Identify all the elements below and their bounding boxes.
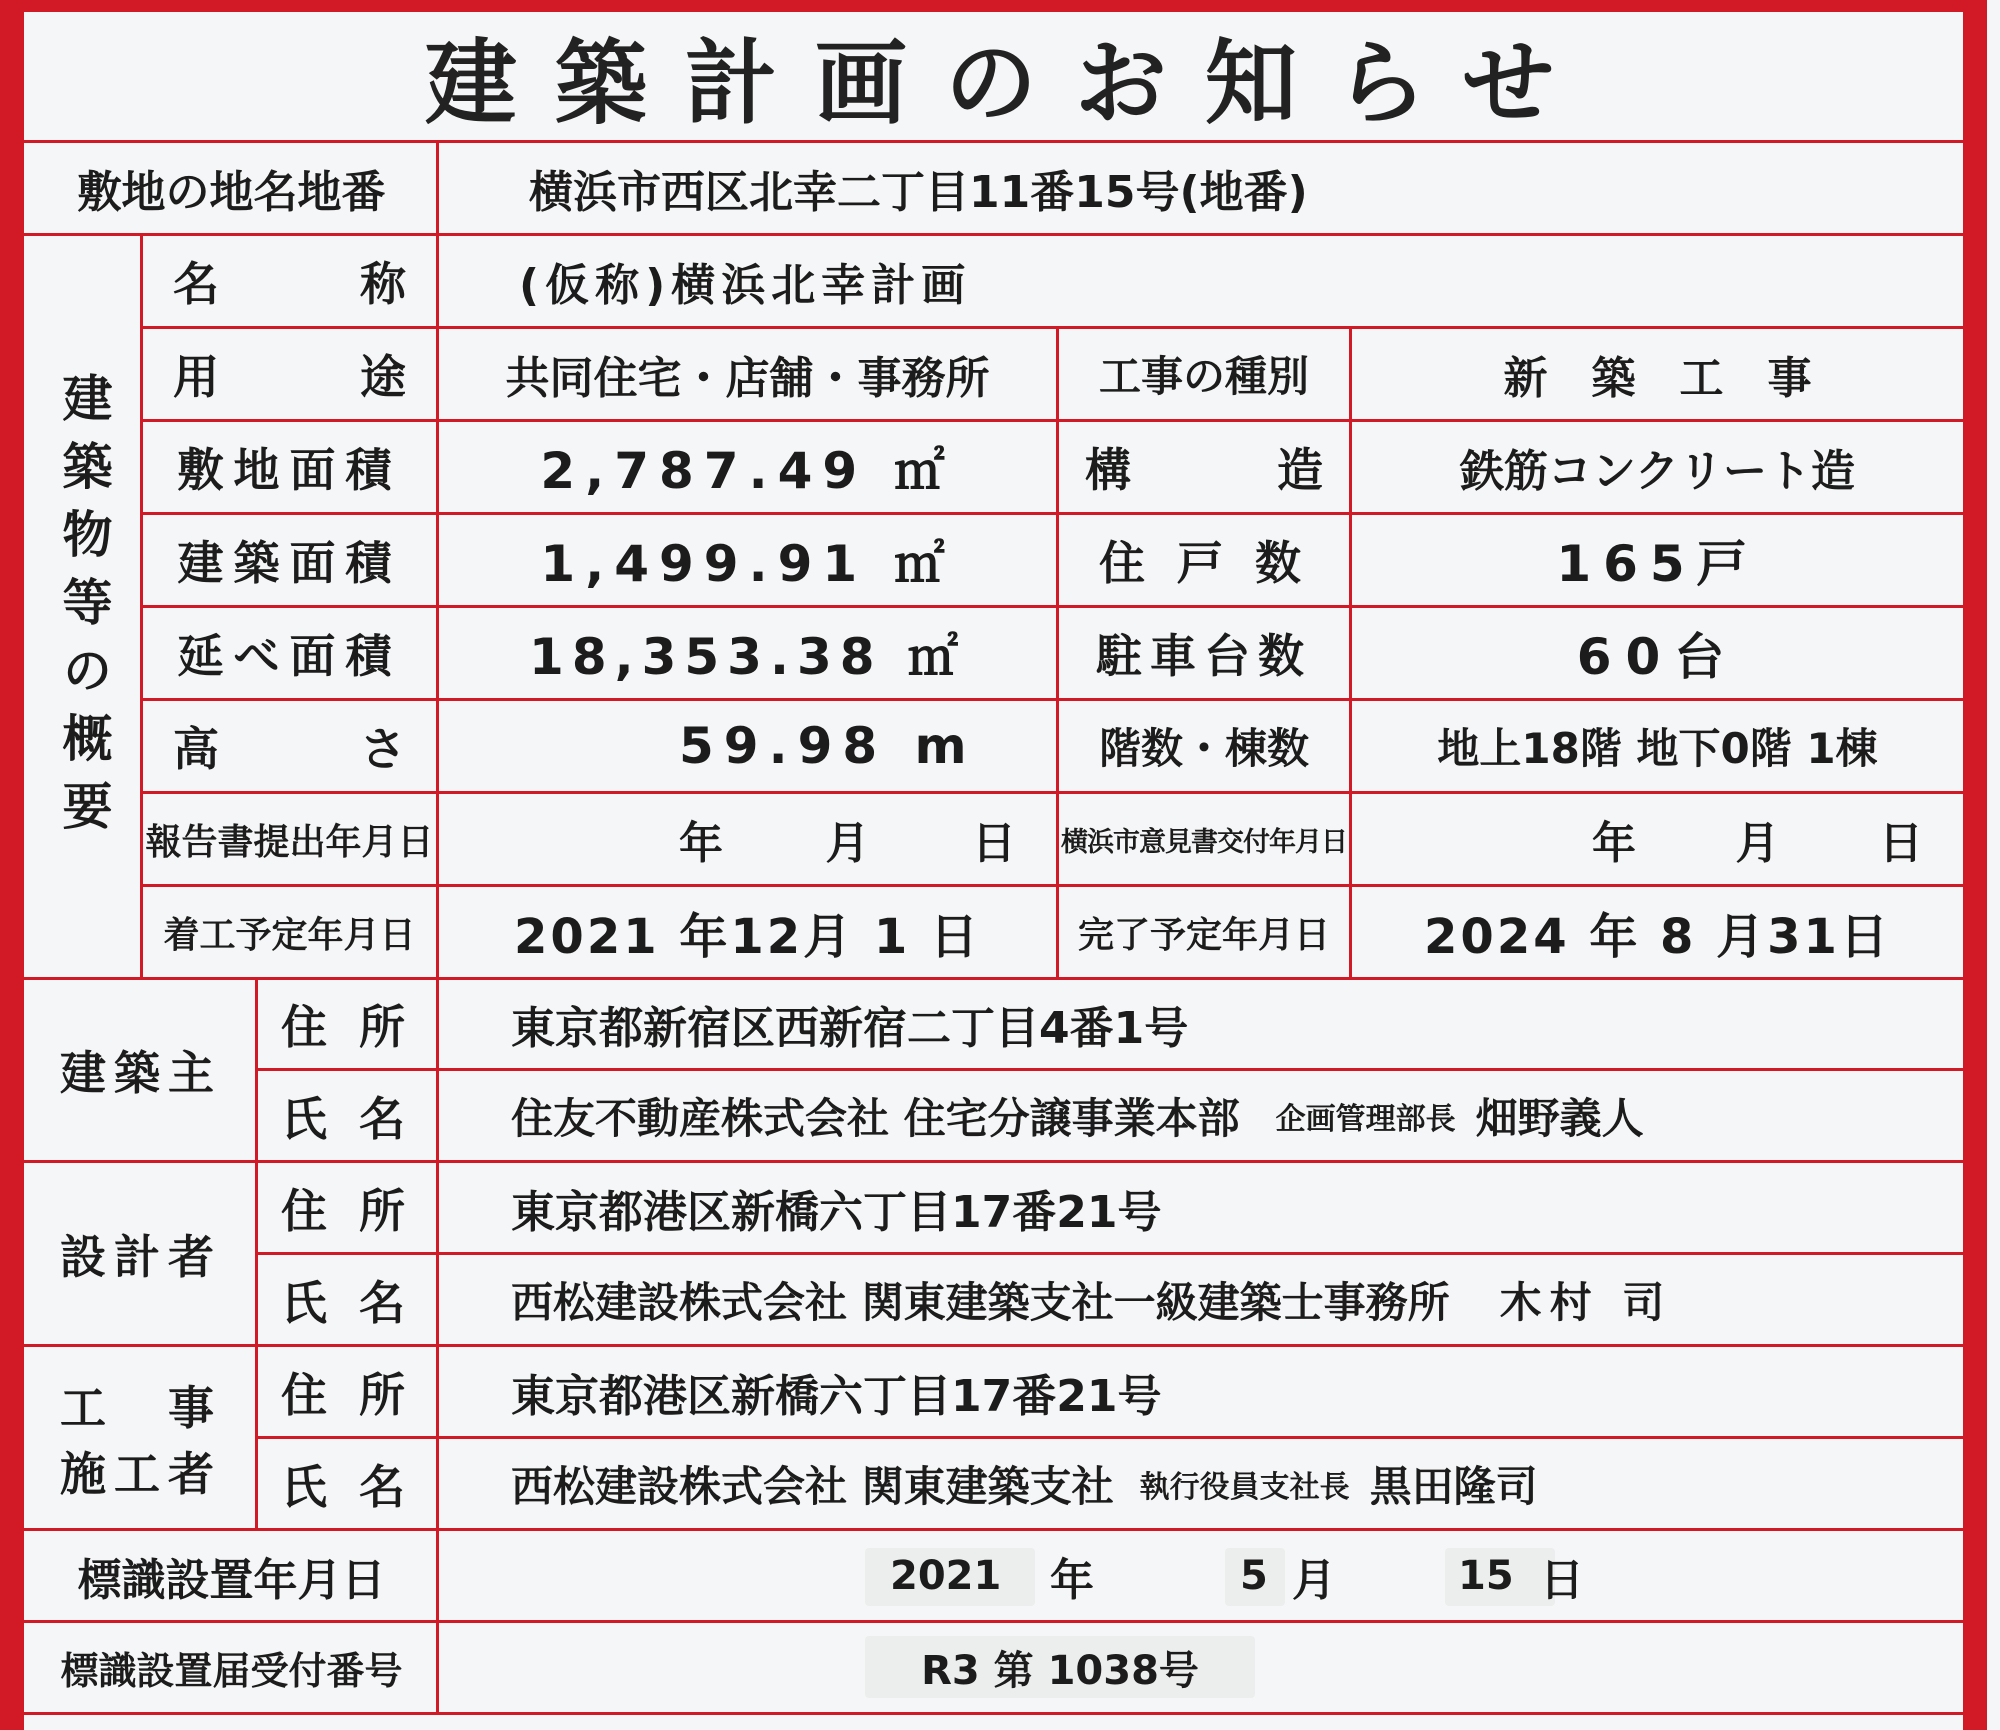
site-area-value: 2,787.49 ㎡	[540, 442, 955, 500]
contractor-address-value: 東京都港区新橋六丁目17番21号	[511, 1370, 1162, 1422]
start-date-label: 着工予定年月日	[163, 914, 416, 956]
owner-address-label: 住 所	[280, 1000, 413, 1054]
use-label-a: 用	[173, 350, 219, 404]
site-area-label: 敷地面積	[177, 443, 402, 497]
units-label: 住 戸 数	[1098, 536, 1310, 590]
report-date-value	[439, 794, 1056, 884]
sign-day-unit: 日	[1540, 1554, 1584, 1606]
sign-date-label: 標識設置年月日	[77, 1554, 386, 1606]
building-area-value: 1,499.91 ㎡	[540, 535, 955, 593]
contractor-company: 西松建設株式会社 関東建築支社	[511, 1461, 1114, 1511]
floor-area-label: 延べ面積	[177, 629, 402, 683]
sign-month-unit: 月	[1292, 1554, 1336, 1606]
contractor-name-value	[439, 1439, 1963, 1528]
designer-address-label: 住 所	[280, 1183, 413, 1238]
sign-year-unit: 年	[1050, 1554, 1094, 1606]
owner-title: 企画管理部長	[1275, 1101, 1456, 1137]
sign-number-label: 標識設置届受付番号	[60, 1649, 403, 1693]
report-date-day-unit: 日	[972, 818, 1016, 869]
sign-day: 15	[1458, 1552, 1514, 1599]
parking-value: 60台	[1576, 628, 1739, 686]
floors-value: 地上18階 地下0階 1棟	[1437, 724, 1878, 773]
contractor-group-label-2: 施工者	[60, 1446, 222, 1501]
designer-person: 木村 司	[1499, 1277, 1673, 1327]
opinion-date-year-unit: 年	[1592, 818, 1636, 869]
report-date-month-unit: 月	[825, 818, 870, 869]
opinion-date-label: 横浜市意見書交付年月日	[1061, 826, 1347, 858]
opinion-date-day-unit: 日	[1879, 818, 1923, 869]
owner-name-label: 氏 名	[280, 1091, 413, 1146]
use-label	[143, 329, 436, 419]
contractor-name-label: 氏 名	[280, 1459, 413, 1514]
contractor-group-label-1: 工 事	[60, 1380, 222, 1435]
work-type-value: 新 築 工 事	[1503, 353, 1812, 404]
sign-month: 5	[1240, 1552, 1268, 1599]
sign-year: 2021	[890, 1552, 1002, 1599]
contractor-person: 黒田隆司	[1369, 1461, 1538, 1511]
board-title: 建築計画のお知らせ	[424, 30, 1593, 137]
owner-address-value: 東京都新宿区西新宿二丁目4番1号	[511, 1003, 1189, 1054]
designer-name-value	[439, 1255, 1963, 1344]
floor-area-value: 18,353.38 ㎡	[529, 628, 966, 686]
structure-value: 鉄筋コンクリート造	[1459, 446, 1856, 497]
building-area-label: 建築面積	[177, 536, 402, 590]
site-address-value: 横浜市西区北幸二丁目11番15号(地番)	[529, 167, 1308, 218]
floors-label: 階数・棟数	[1098, 724, 1309, 773]
site-address-label: 敷地の地名地番	[77, 167, 386, 218]
building-name-value: (仮称)横浜北幸計画	[519, 260, 972, 311]
owner-person: 畑野義人	[1475, 1093, 1644, 1143]
name-label-b: 称	[360, 257, 406, 311]
height-label-b: さ	[360, 722, 406, 776]
structure-label	[1059, 422, 1349, 512]
report-date-label: 報告書提出年月日	[145, 821, 434, 863]
name-label	[143, 236, 436, 326]
owner-name-value	[439, 1071, 1963, 1160]
designer-name-label: 氏 名	[280, 1275, 413, 1330]
structure-label-b: 造	[1277, 443, 1323, 497]
height-label-a: 高	[173, 722, 219, 776]
work-type-label: 工事の種別	[1098, 352, 1309, 401]
report-date-year-unit: 年	[679, 818, 723, 869]
designer-company: 西松建設株式会社 関東建築支社一級建築士事務所	[511, 1277, 1450, 1327]
end-date-label: 完了予定年月日	[1077, 914, 1330, 956]
opinion-date-value	[1352, 794, 1963, 884]
owner-group-label: 建築主	[60, 1046, 222, 1100]
height-value: 59.98 m	[679, 717, 977, 775]
contractor-title: 執行役員支社長	[1139, 1469, 1350, 1505]
parking-label: 駐車台数	[1096, 629, 1312, 683]
building-overview-label: 建築物等の概要	[54, 372, 113, 848]
sign-number-value: R3 第 1038号	[921, 1648, 1199, 1694]
use-value: 共同住宅・店舗・事務所	[505, 353, 990, 404]
structure-label-a: 構	[1085, 443, 1131, 497]
units-value: 165戸	[1556, 535, 1759, 593]
owner-company: 住友不動産株式会社 住宅分譲事業本部	[511, 1093, 1240, 1143]
designer-address-value: 東京都港区新橋六丁目17番21号	[511, 1186, 1162, 1238]
contractor-address-label: 住 所	[280, 1367, 413, 1422]
designer-group-label: 設計者	[60, 1229, 222, 1284]
rule	[24, 1712, 1963, 1715]
opinion-date-month-unit: 月	[1735, 818, 1780, 869]
use-label-b: 途	[360, 350, 406, 404]
name-label-a: 名	[173, 257, 219, 311]
contractor-group-label	[27, 1347, 255, 1528]
end-date-value: 2024 年 8 月31日	[1424, 908, 1891, 965]
start-date-value: 2021 年12月 1 日	[514, 908, 981, 965]
height-label	[143, 701, 436, 791]
